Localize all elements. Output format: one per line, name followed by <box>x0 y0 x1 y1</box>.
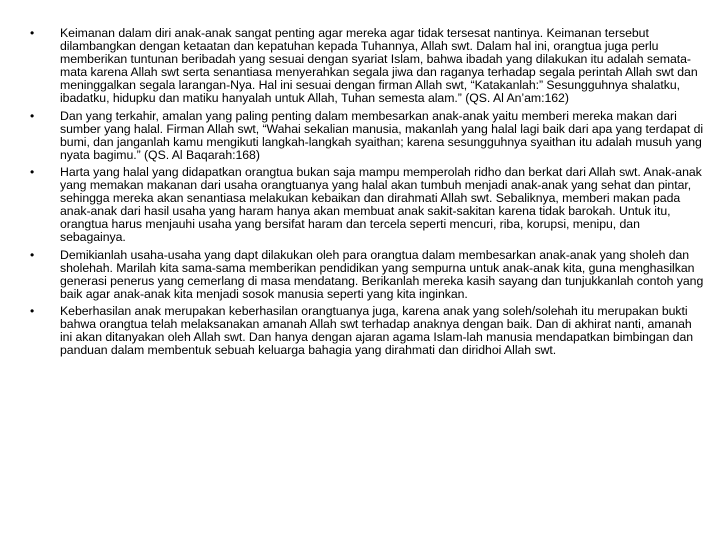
paragraph-text: Demikianlah usaha-usaha yang dapt dilakukan oleh para orangtua dalam membesarkan anak-anak yang sholeh dan sholehah. Marilah kita sama-sama memberikan pendidikan yang sempurna untuk anak-anak kita, guna menghasilkan generasi penerus yang cemerlang di masa mendatang. Berikanlah mereka kasih sayang dan tunjukkanlah contoh yang baik agar anak-anak kita menjadi sosok manusia seperti yang kita inginkan. <box>60 247 704 301</box>
bullet-icon: • <box>30 164 35 179</box>
paragraph-text: Harta yang halal yang didapatkan orangtua bukan saja mampu memperolah ridho dan berkat dari Allah swt. Anak-anak yang memakan makanan dari usaha orangtuanya yang halal akan tumbuh menjadi anak-anak yang sehat dan pintar, sehingga mereka akan senantiasa melakukan kebaikan dan dirahmati Allah swt. Sebaliknya, memberi makan pada anak-anak dari hasil usaha yang haram hanya akan membuat anak sakit-sakitan karena tidak barokah. Untuk itu, orangtua harus menjauhi usaha yang bersifat haram dan tercela seperti mencuri, riba, korupsi, menipu, dan sebagainya. <box>60 164 702 245</box>
bullet-item-iman <box>30 27 706 106</box>
bullet-item-halal-wealth <box>30 166 706 245</box>
bullet-icon: • <box>30 108 35 123</box>
paragraph-text: Dan yang terkahir, amalan yang paling penting dalam membesarkan anak-anak yaitu memberi mereka makan dari sumber yang halal. Firman Allah swt, “Wahai sekalian manusia, makanlah yang halal lagi baik dari apa yang terdapat di bumi, dan janganlah kamu mengikuti langkah-langkah syaithan; karena sesungguhnya syaithan itu adalah musuh yang nyata bagimu.” (QS. Al Baqarah:168) <box>60 108 704 162</box>
bullet-list <box>30 27 706 361</box>
paragraph-text: Keberhasilan anak merupakan keberhasilan orangtuanya juga, karena anak yang soleh/solehah itu merupakan bukti bahwa orangtua telah melaksanakan amanah Allah swt terhadap anaknya dengan baik. Dan di akhirat nanti, amanah ini akan ditanyakan oleh Allah swt. Dan hanya dengan ajaran agama Islam-lah manusia mendapatkan bimbingan dan panduan dalam membentuk sebuah keluarga bahagia yang dirahmati dan diridhoi Allah swt. <box>60 303 694 358</box>
bullet-icon: • <box>30 303 35 318</box>
bullet-item-halal-food <box>30 110 706 162</box>
bullet-item-success <box>30 305 706 357</box>
bullet-item-conclusion <box>30 249 706 301</box>
bullet-icon: • <box>30 247 35 262</box>
bullet-icon: • <box>30 26 35 40</box>
paragraph-text: Keimanan dalam diri anak-anak sangat penting agar mereka agar tidak tersesat nantinya. Keimanan tersebut dilambangkan dengan ketaatan dan kepatuhan kepada Tuhannya, Allah swt. Dalam hal ini, orangtua juga perlu memberikan tuntunan beribadah yang sesuai dengan syariat Islam, bahwa ibadah yang dilakukan itu adalah semata-mata karena Allah swt serta senantiasa menyerahkan segala jiwa dan raganya terhadap segala perintah Allah swt dan meninggalkan segala larangan-Nya. Hal ini sesuai dengan firman Allah swt, “Katakanlah:” Sesungguhnya shalatku, ibadatku, hidupku dan matiku hanyalah untuk Allah, Tuhan semesta alam.” (QS. Al An’am:162) <box>60 26 698 106</box>
